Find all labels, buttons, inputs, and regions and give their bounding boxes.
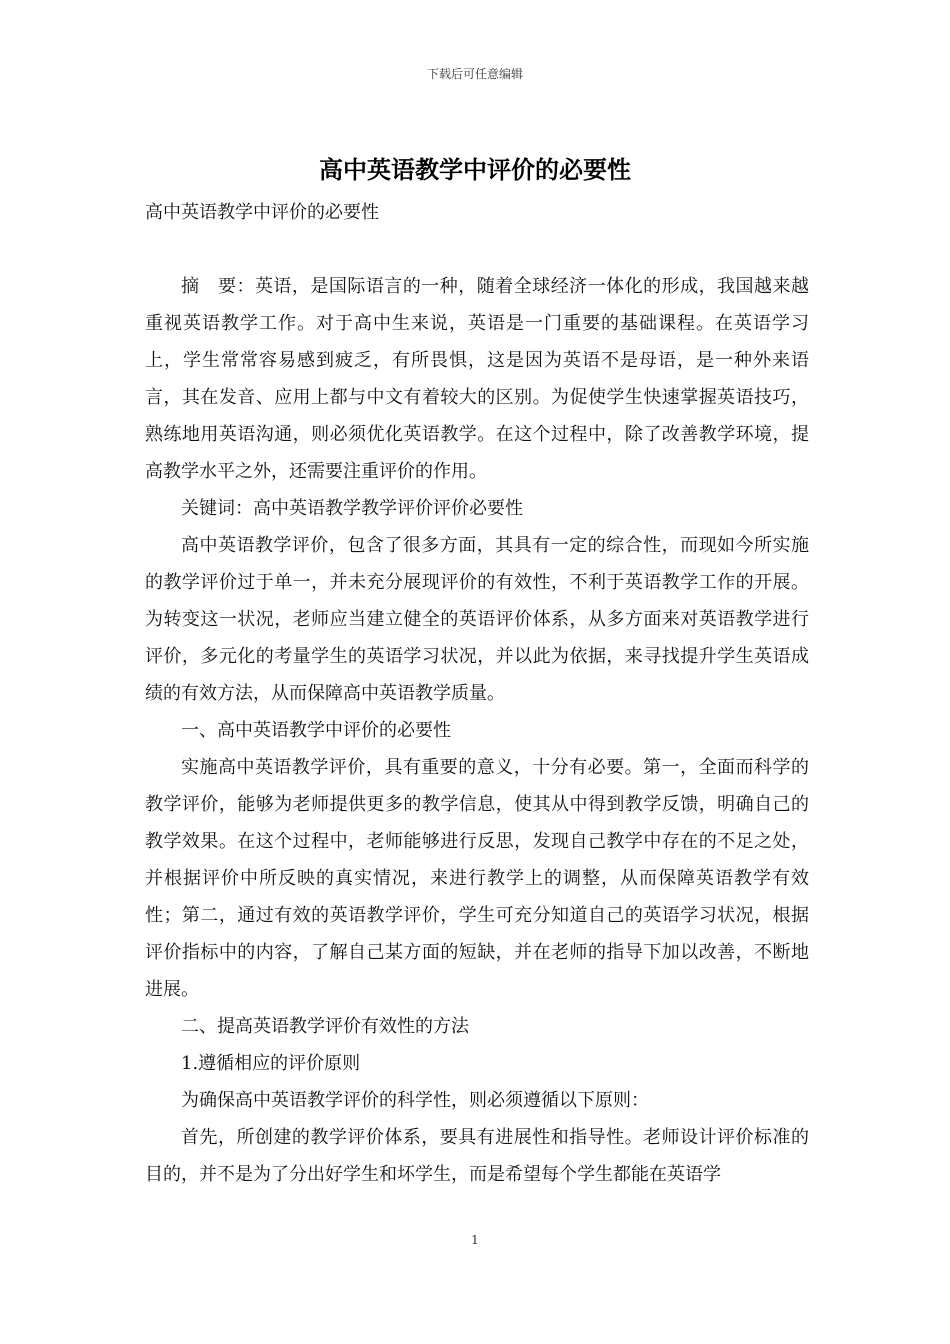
page-number: 1 xyxy=(471,1233,479,1247)
document-title: 高中英语教学中评价的必要性 xyxy=(319,155,631,184)
intro-paragraph: 高中英语教学评价，包含了很多方面，其具有一定的综合性，而现如今所实施的教学评价过于单一，并未充分展现评价的有效性，不利于英语教学工作的开展。为转变这一状况，老师应当建立健全的英语评价体系，从多方面来对英语教学进行评价，多元化的考量学生的英语学习状况，并以此为依据，来寻找提升学生英语成绩的有效方法，从而保障高中英语教学质量。 xyxy=(145,535,809,704)
principle-first-paragraph: 首先，所创建的教学评价体系，要具有进展性和指导性。老师设计评价标准的目的，并不是为了分出好学生和坏学生，而是希望每个学生都能在英语学 xyxy=(145,1127,809,1185)
section-heading-1: 一、高中英语教学中评价的必要性 xyxy=(181,720,451,741)
document-subtitle: 高中英语教学中评价的必要性 xyxy=(145,202,379,223)
page-header-note: 下载后可任意编辑 xyxy=(426,67,523,81)
abstract-paragraph: 摘 要：英语，是国际语言的一种，随着全球经济一体化的形成，我国越来越重视英语教学工作。对于高中生来说，英语是一门重要的基础课程。在英语学习上，学生常常容易感到疲乏，有所畏惧，这是因为英语不是母语，是一种外来语言，其在发音、应用上都与中文有着较大的区别。为促使学生快速掌握英语技巧，熟练地用英语沟通，则必须优化英语教学。在这个过程中，除了改善教学环境，提高教学水平之外，还需要注重评价的作用。 xyxy=(145,276,809,482)
section-heading-2: 二、提高英语教学评价有效性的方法 xyxy=(181,1016,469,1037)
section-1-paragraph: 实施高中英语教学评价，具有重要的意义，十分有必要。第一，全面而科学的教学评价，能够为老师提供更多的教学信息，使其从中得到教学反馈，明确自己的教学效果。在这个过程中，老师能够进行反思，发现自己教学中存在的不足之处，并根据评价中所反映的真实情况，来进行教学上的调整，从而保障英语教学有效性；第二，通过有效的英语教学评价，学生可充分知道自己的英语学习状况，根据评价指标中的内容，了解自己某方面的短缺，并在老师的指导下加以改善，不断地进展。 xyxy=(145,757,809,1000)
principles-intro-paragraph: 为确保高中英语教学评价的科学性，则必须遵循以下原则： xyxy=(181,1090,649,1111)
document-body xyxy=(145,194,809,1193)
subsection-heading-1: 1.遵循相应的评价原则 xyxy=(181,1053,361,1074)
keywords-paragraph: 关键词：高中英语教学教学评价评价必要性 xyxy=(181,498,523,519)
